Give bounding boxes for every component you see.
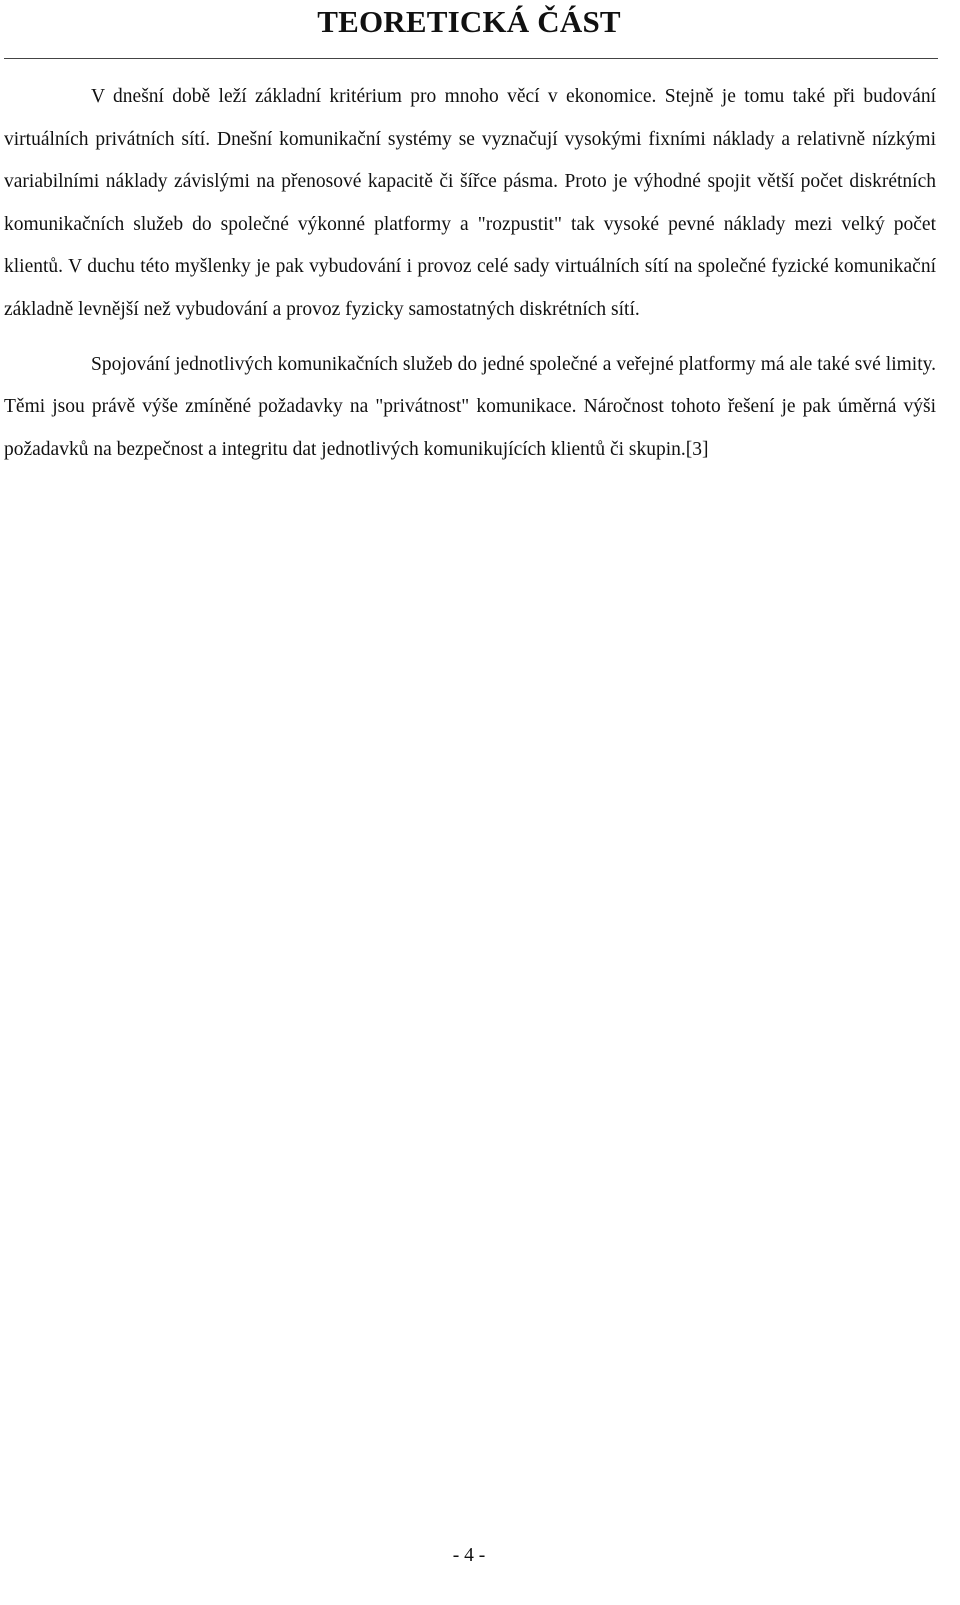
page-title: TEORETICKÁ ČÁST <box>317 4 621 39</box>
page-number: - 4 - <box>452 1545 486 1566</box>
paragraph-1: V dnešní době leží základní kritérium pro mnoho věcí v ekonomice. Stejně je tomu také při budování virtuálních privátních sítí. Dnešní komunikační systémy se vyznačují vysokými fixními náklady a relativně nízkými variabilními náklady závislými na přenosové kapacitě či šířce pásma. Proto je výhodné spojit větší počet diskrétních komunikačních služeb do společné výkonné platformy a "rozpustit" tak vysoké pevné náklady mezi velký počet klientů. V duchu této myšlenky je pak vybudování i provoz celé sady virtuálních sítí na společné fyzické komunikační základně levnější než vybudování a provoz fyzicky samostatných diskrétních sítí. <box>4 86 936 320</box>
title-divider <box>4 58 938 59</box>
document-body <box>4 76 936 471</box>
paragraph-2: Spojování jednotlivých komunikačních služeb do jedné společné a veřejné platformy má ale také své limity. Těmi jsou právě výše zmíněné požadavky na "privátnost" komunikace. Náročnost tohoto řešení je pak úměrná výši požadavků na bezpečnost a integritu dat jednotlivých komunikujících klientů či skupin.[3] <box>4 353 936 460</box>
